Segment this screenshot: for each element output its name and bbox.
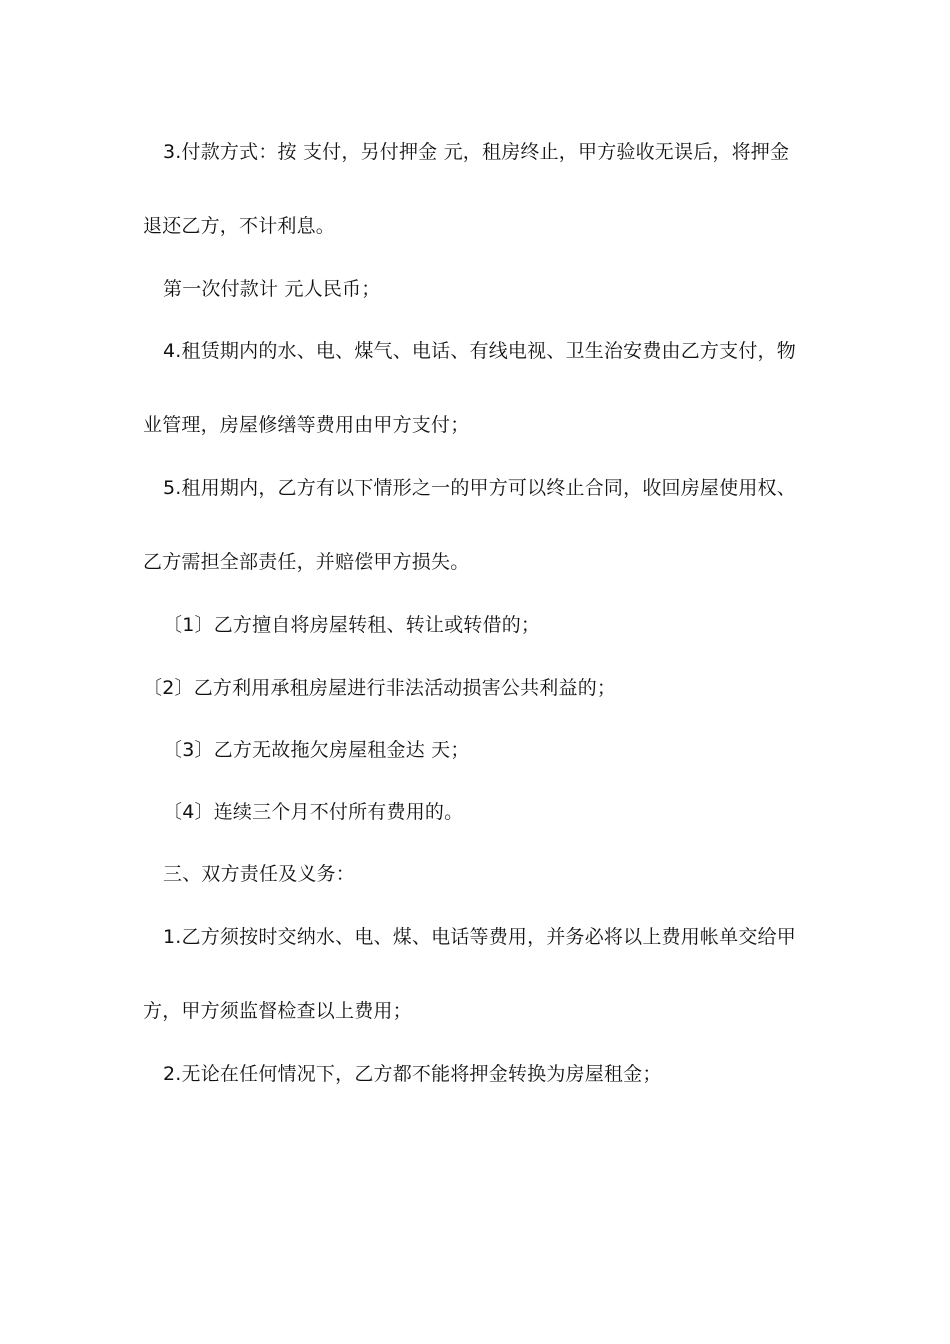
text-line: 4.租赁期内的水、电、煤气、电话、有线电视、卫生治安费由乙方支付，物 xyxy=(163,340,796,362)
text-line: 5.租用期内，乙方有以下情形之一的甲方可以终止合同，收回房屋使用权、 xyxy=(163,477,796,499)
text-line: 2.无论在任何情况下，乙方都不能将押金转换为房屋租金； xyxy=(163,1063,662,1085)
text-line: 〔2〕乙方利用承租房屋进行非法活动损害公共利益的； xyxy=(143,677,617,699)
text-line: 第一次付款计 元人民币； xyxy=(163,278,381,300)
text-line: 业管理，房屋修缮等费用由甲方支付； xyxy=(143,414,470,436)
text-line: 〔1〕乙方擅自将房屋转租、转让或转借的； xyxy=(163,614,541,636)
text-line: 1.乙方须按时交纳水、电、煤、电话等费用，并务必将以上费用帐单交给甲 xyxy=(163,926,796,948)
text-line: 方，甲方须监督检查以上费用； xyxy=(143,1000,412,1022)
text-line: 〔3〕乙方无故拖欠房屋租金达 天； xyxy=(163,739,470,761)
text-line: 乙方需担全部责任，并赔偿甲方损失。 xyxy=(143,551,470,573)
text-line: 退还乙方，不计利息。 xyxy=(143,215,336,237)
section-heading: 三、双方责任及义务： xyxy=(163,863,356,885)
text-line: 〔4〕连续三个月不付所有费用的。 xyxy=(163,801,464,823)
text-line: 3.付款方式：按 支付，另付押金 元，租房终止，甲方验收无误后，将押金 xyxy=(163,141,790,163)
